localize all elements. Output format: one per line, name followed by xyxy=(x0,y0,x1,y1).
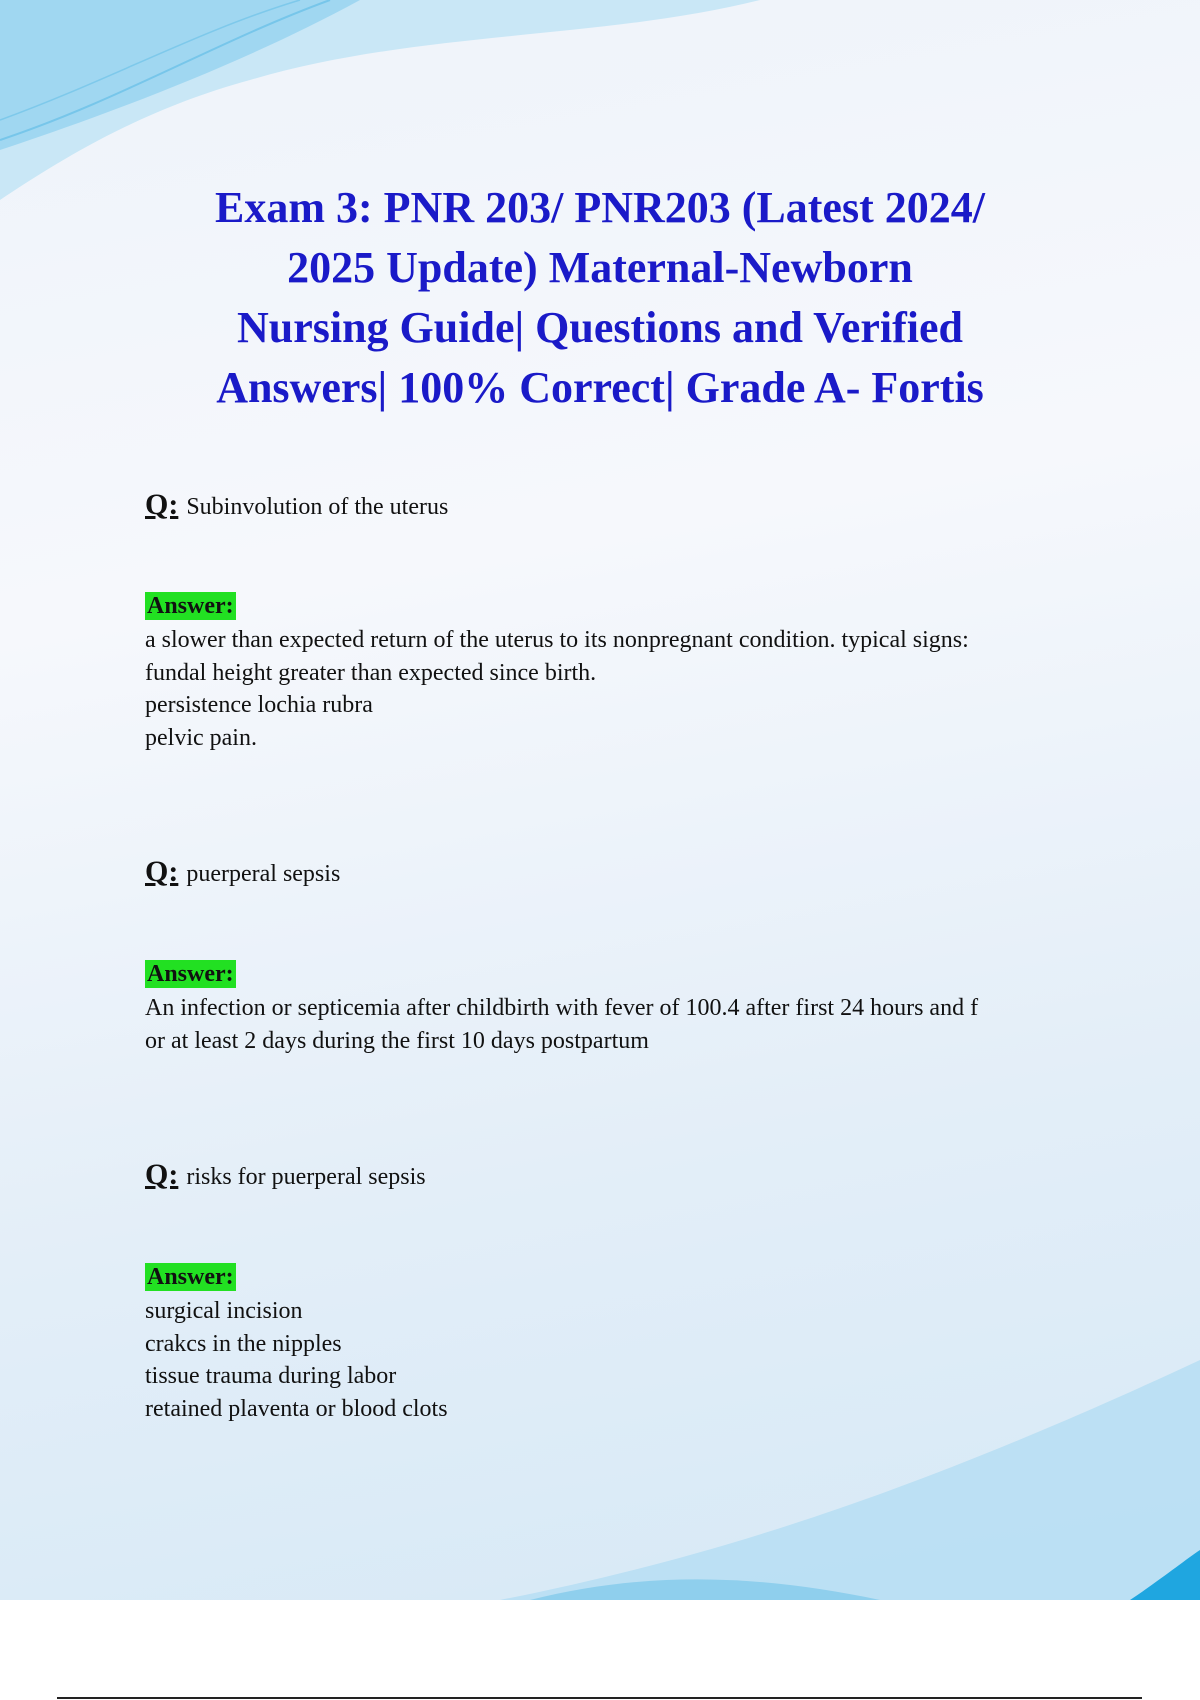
question-text: risks for puerperal sepsis xyxy=(186,1164,426,1190)
answer-line: crakcs in the nipples xyxy=(145,1330,342,1357)
answer-2 xyxy=(145,958,978,1057)
answer-label: Answer: xyxy=(147,961,234,987)
answer-line: retained plaventa or blood clots xyxy=(145,1395,448,1422)
question-3 xyxy=(145,1158,426,1192)
answer-line: or at least 2 days during the first 10 days postpartum xyxy=(145,1027,649,1054)
answer-line: tissue trauma during labor xyxy=(145,1363,397,1389)
answer-line: surgical incision xyxy=(145,1298,303,1324)
question-text: Subinvolution of the uterus xyxy=(186,494,449,520)
answer-3 xyxy=(145,1261,448,1425)
document-title xyxy=(0,178,1200,418)
answer-label: Answer: xyxy=(147,1264,234,1290)
question-label: Q: xyxy=(145,1158,179,1191)
answer-line: pelvic pain. xyxy=(145,724,257,751)
answer-line: An infection or septicemia after childbirth with fever of 100.4 after first 24 hours and f xyxy=(145,995,979,1021)
question-text: puerperal sepsis xyxy=(186,861,341,887)
answer-label: Answer: xyxy=(147,593,234,619)
answer-1 xyxy=(145,590,969,754)
question-label: Q: xyxy=(145,855,179,888)
title-line: Exam 3: PNR 203/ PNR203 (Latest 2024/ xyxy=(215,183,985,232)
title-line: Nursing Guide| Questions and Verified xyxy=(236,303,964,352)
answer-line: fundal height greater than expected since birth. xyxy=(145,659,597,686)
question-1 xyxy=(145,488,448,522)
title-line: Answers| 100% Correct| Grade A- Fortis xyxy=(216,363,984,412)
title-line: 2025 Update) Maternal-Newborn xyxy=(287,243,913,292)
question-2 xyxy=(145,855,340,889)
answer-line: a slower than expected return of the uterus to its nonpregnant condition. typical signs: xyxy=(145,627,969,653)
question-label: Q: xyxy=(145,488,179,521)
answer-line: persistence lochia rubra xyxy=(145,692,373,718)
footer-divider xyxy=(57,1697,1142,1699)
